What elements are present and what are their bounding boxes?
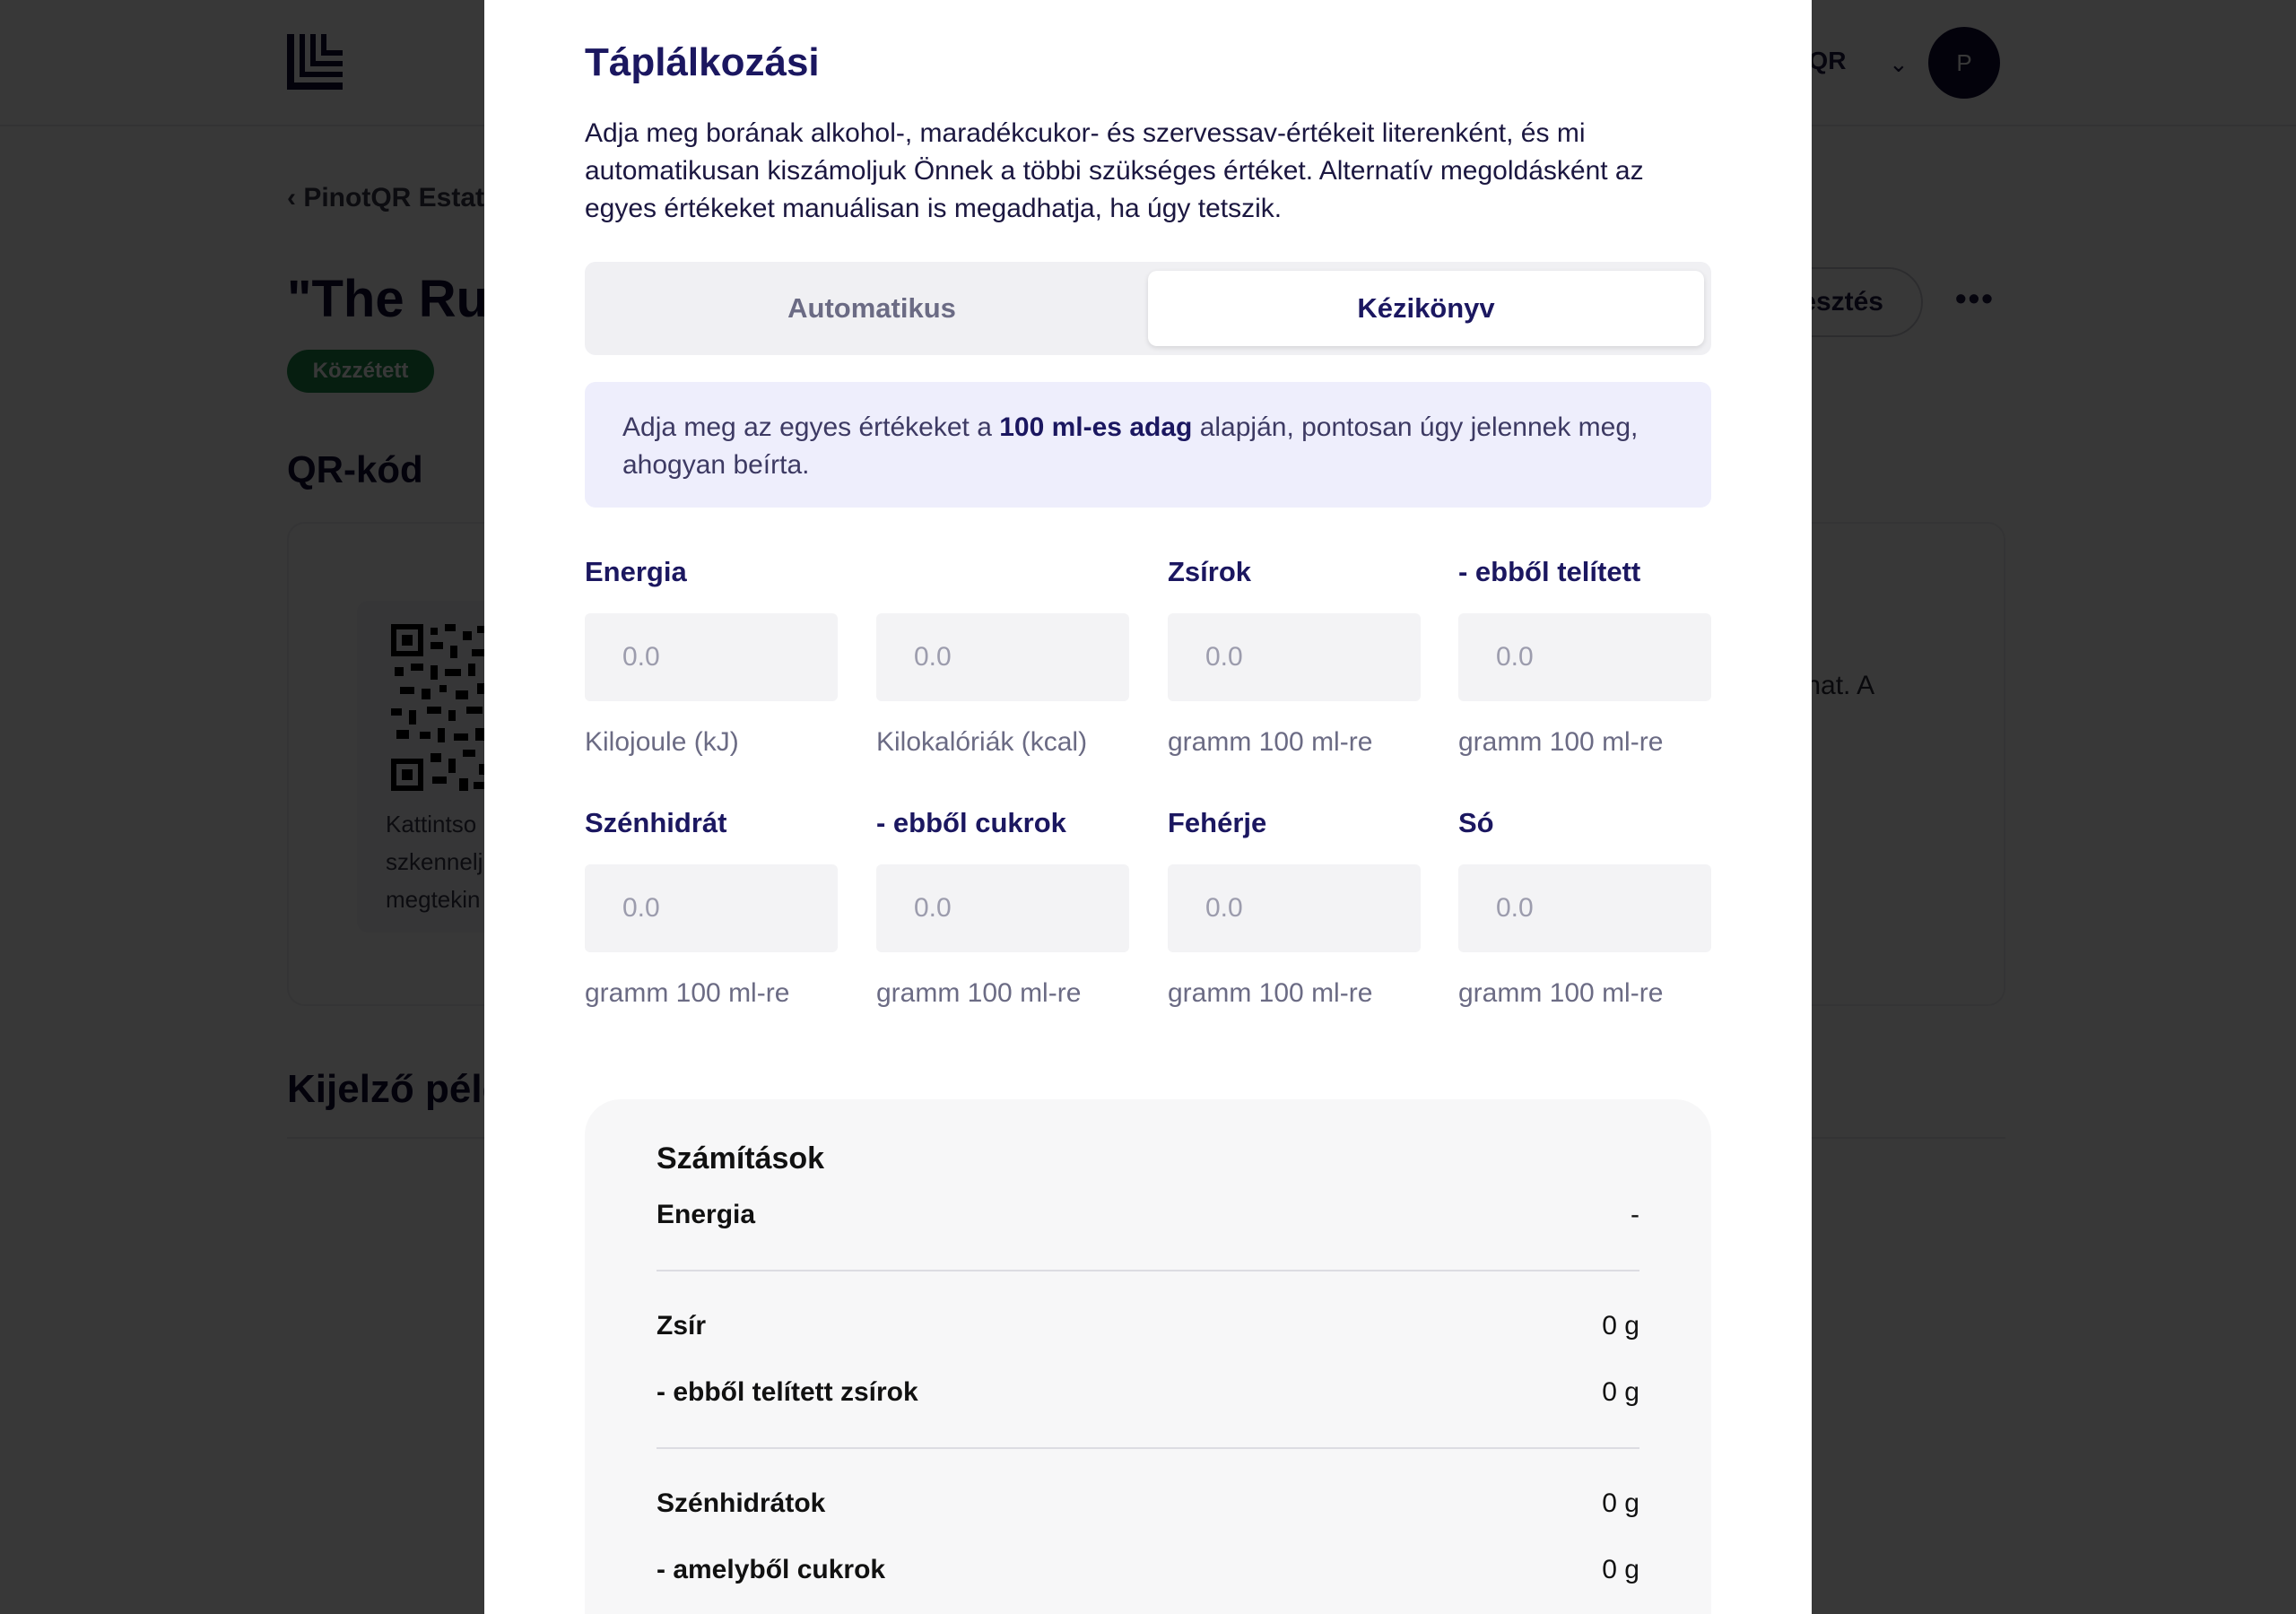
calc-label: Energia (657, 1200, 756, 1229)
info-text: alapján, pontosan úgy jelennek meg, ahogyan beírta. (622, 412, 1639, 480)
field-label: Szénhidrát (585, 807, 727, 838)
calc-row-fat (657, 1293, 1639, 1359)
field-unit: Kilojoule (kJ) (585, 727, 739, 757)
calculations-card (585, 1099, 1711, 1614)
calc-value: 0 g (1602, 1377, 1639, 1407)
calc-value: 0 g (1602, 1488, 1639, 1518)
field-unit: gramm 100 ml-re (1168, 978, 1373, 1008)
calc-divider (657, 1447, 1639, 1449)
field-label: Zsírok (1168, 556, 1252, 587)
field-label: - ebből telített (1458, 556, 1641, 587)
info-text-bold: 100 ml-es adag (999, 412, 1193, 442)
calculations-title: Számítások (657, 1141, 825, 1176)
energy-kj-input[interactable] (585, 613, 838, 701)
modal-description: Adja meg borának alkohol-, maradékcukor- és szervessav-értékeit literenként, és mi automatikusan kiszámoljuk Önnek a többi szükséges értéket. Alternatív megoldásként az egyes értékeket manuálisan is megadhatja, ha úgy tetszik. (585, 118, 1644, 223)
calc-label: Zsír (657, 1311, 707, 1341)
calc-value: - (1631, 1200, 1639, 1229)
field-sugars (876, 807, 1129, 1011)
energy-kcal-input[interactable] (876, 613, 1129, 701)
field-label: Só (1458, 807, 1494, 838)
field-saturated (1458, 556, 1711, 760)
calc-label: - amelyből cukrok (657, 1555, 886, 1584)
field-unit: gramm 100 ml-re (1458, 727, 1664, 757)
calc-row-carbohydrates (657, 1471, 1639, 1537)
field-label: Fehérje (1168, 807, 1267, 838)
calc-label: - ebből telített zsírok (657, 1377, 918, 1407)
field-unit: gramm 100 ml-re (876, 978, 1082, 1008)
calc-value: 0 g (1602, 1555, 1639, 1584)
field-unit: gramm 100 ml-re (585, 978, 790, 1008)
field-energy-kcal (876, 556, 1129, 760)
calc-row-saturated-fat (657, 1359, 1639, 1426)
tab-manual[interactable]: Kézikönyv (1148, 271, 1704, 346)
field-label: - ebből cukrok (876, 807, 1066, 838)
fats-input[interactable] (1168, 613, 1421, 701)
protein-input[interactable] (1168, 864, 1421, 952)
field-carbs (585, 807, 838, 1011)
nutrition-modal (484, 0, 1812, 1614)
calc-value: 0 g (1602, 1311, 1639, 1341)
mode-tabs (585, 262, 1711, 355)
saturated-input[interactable] (1458, 613, 1711, 701)
field-unit: gramm 100 ml-re (1458, 978, 1664, 1008)
sugars-input[interactable] (876, 864, 1129, 952)
tab-automatic[interactable]: Automatikus (787, 292, 956, 324)
field-salt (1458, 807, 1711, 1011)
nutrition-fields (585, 556, 1711, 1008)
field-energy-kj (585, 556, 838, 760)
calc-divider (657, 1270, 1639, 1271)
modal-title: Táplálkozási (585, 40, 820, 84)
carbs-input[interactable] (585, 864, 838, 952)
calc-row-energy (657, 1182, 1639, 1248)
field-label: Energia (585, 556, 687, 587)
modal-content (585, 39, 1711, 1008)
calc-row-sugars (657, 1537, 1639, 1603)
field-unit: Kilokalóriák (kcal) (876, 727, 1088, 757)
salt-input[interactable] (1458, 864, 1711, 952)
info-text: Adja meg az egyes értékeket a (622, 412, 1000, 442)
info-box (585, 382, 1711, 508)
calc-label: Szénhidrátok (657, 1488, 826, 1518)
field-unit: gramm 100 ml-re (1168, 727, 1373, 757)
field-protein (1168, 807, 1421, 1011)
field-fats (1168, 556, 1421, 760)
field-label (876, 556, 1129, 592)
